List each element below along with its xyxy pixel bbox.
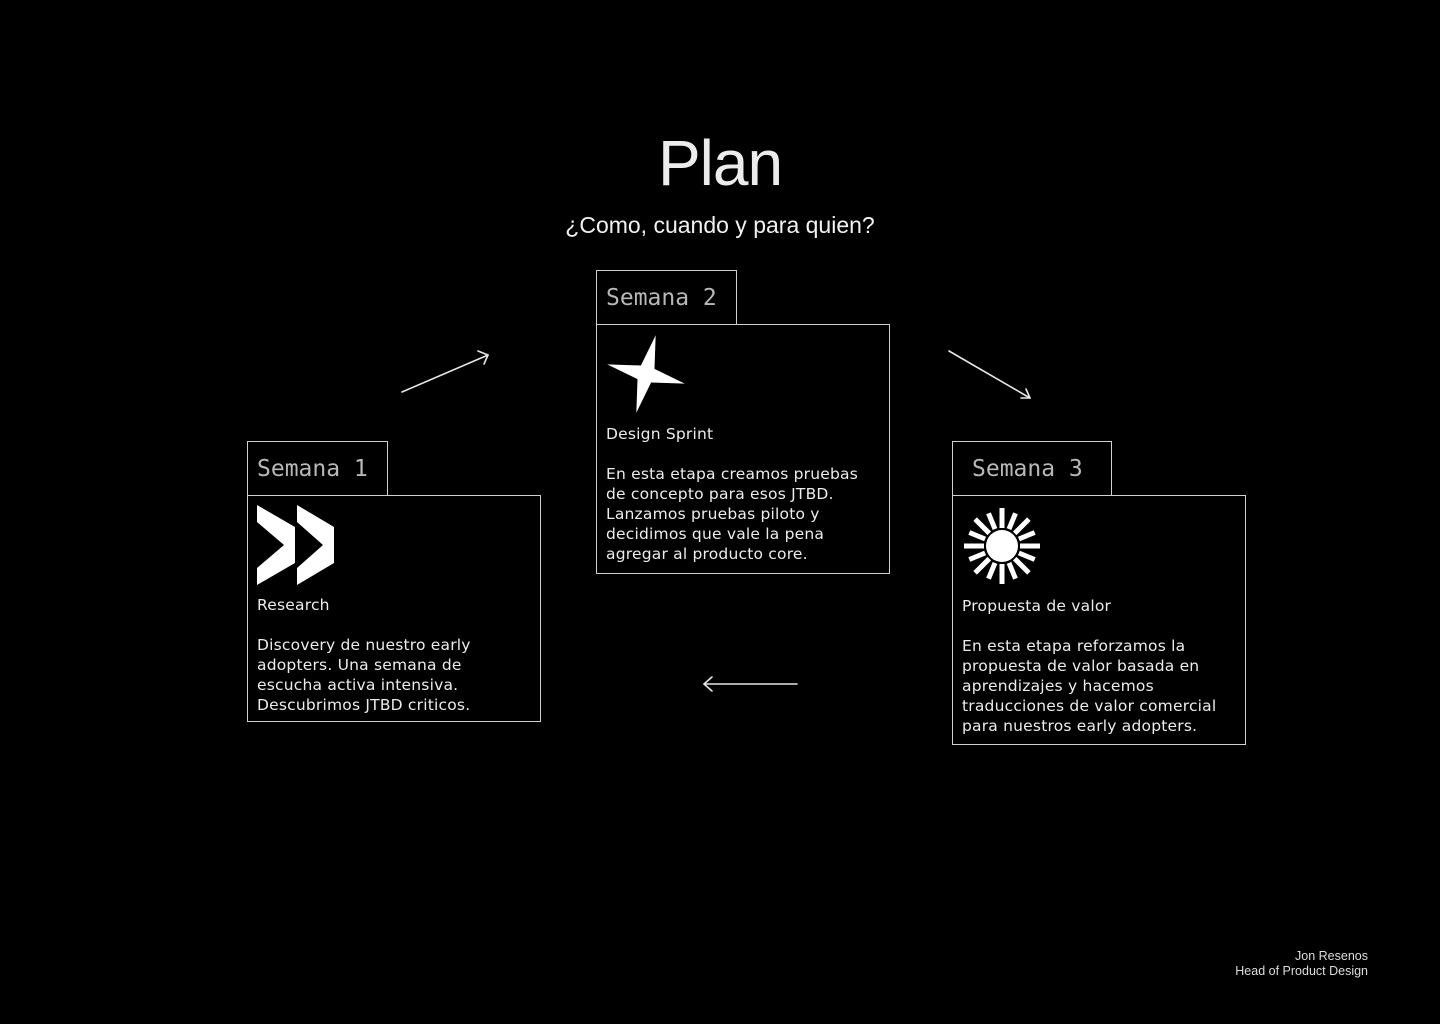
sun-burst-icon	[962, 506, 1042, 586]
stage-description: Discovery de nuestro early adopters. Una semana de escucha activa intensiva. Descubrimos JTBD criticos.	[257, 636, 471, 714]
tab-semana-3	[952, 441, 1112, 495]
author-signature	[1235, 949, 1368, 979]
page-title: Plan	[657, 127, 783, 199]
week-label: Semana 1	[257, 456, 368, 482]
stage-title: Propuesta de valor	[962, 597, 1112, 615]
stage-title: Design Sprint	[606, 425, 714, 443]
week-label: Semana 3	[972, 456, 1083, 482]
author-role: Head of Product Design	[1235, 964, 1368, 978]
fast-forward-icon	[257, 505, 337, 585]
stage-card-propuesta-de-valor	[952, 495, 1246, 745]
stage-card-research	[247, 495, 541, 722]
stage-card-design-sprint	[596, 324, 890, 574]
four-point-star-icon	[606, 334, 686, 414]
arrow-week1-to-week2	[402, 351, 488, 392]
stage-title: Research	[257, 596, 330, 614]
page-subtitle: ¿Como, cuando y para quien?	[565, 212, 875, 238]
author-name: Jon Resenos	[1295, 949, 1368, 963]
stage-description: En esta etapa reforzamos la propuesta de valor basada en aprendizajes y hacemos traducciones de valor comercial para nuestros early adopters.	[962, 637, 1217, 735]
week-label: Semana 2	[606, 285, 717, 311]
arrow-week2-to-week3	[949, 351, 1030, 398]
arrow-week3-to-week1	[704, 677, 797, 691]
tab-semana-1	[247, 441, 388, 495]
stage-description: En esta etapa creamos pruebas de concepto para esos JTBD. Lanzamos pruebas piloto y decidimos que vale la pena agregar al producto core.	[606, 465, 858, 563]
tab-semana-2	[596, 270, 737, 324]
